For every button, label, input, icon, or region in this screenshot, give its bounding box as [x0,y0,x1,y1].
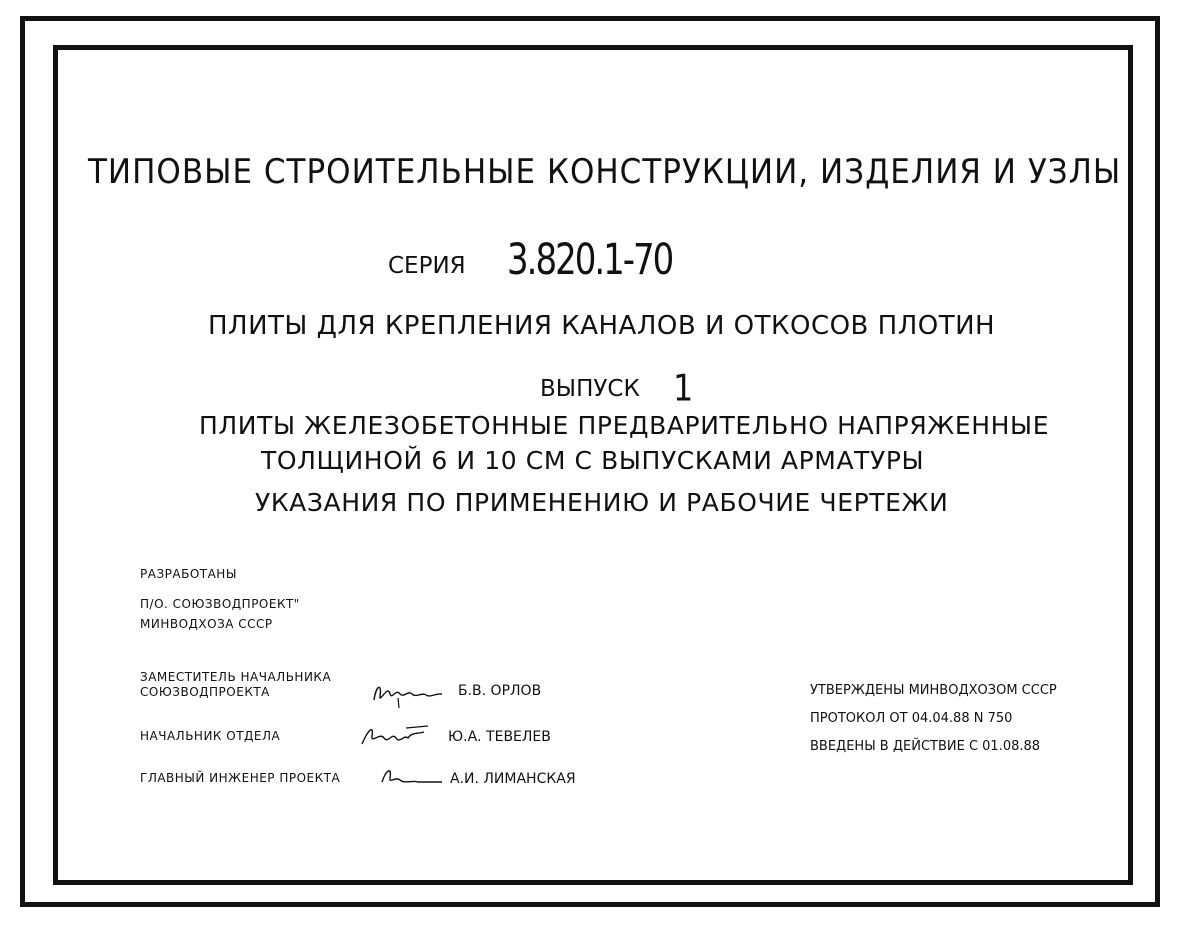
approval-text: УТВЕРЖДЕНЫ МИНВОДХОЗОМ СССР [810,683,1057,698]
dept-head-title: НАЧАЛЬНИК ОТДЕЛА [140,729,281,743]
deputy-name: Б.В. ОРЛОВ [458,683,542,699]
deputy-title-line-1: ЗАМЕСТИТЕЛЬ НАЧАЛЬНИКА [140,670,332,684]
introduced-text: ВВЕДЕНЫ В ДЕЙСТВИЕ С 01.08.88 [810,739,1041,754]
description-line-1: ПЛИТЫ ЖЕЛЕЗОБЕТОННЫЕ ПРЕДВАРИТЕЛЬНО НАПРЯЖЕННЫЕ [199,411,1050,440]
issue-label: ВЫПУСК [540,376,640,402]
description-line-2: ТОЛЩИНОЙ 6 И 10 СМ С ВЫПУСКАМИ АРМАТУРЫ [261,446,925,475]
developers-label: РАЗРАБОТАНЫ [140,567,237,581]
deputy-title-line-2: СОЮЗВОДПРОЕКТА [140,685,270,699]
chief-engineer-name: А.И. ЛИМАНСКАЯ [450,771,576,787]
description-line-3: УКАЗАНИЯ ПО ПРИМЕНЕНИЮ И РАБОЧИЕ ЧЕРТЕЖИ [255,488,949,517]
deputy-signature [368,676,453,712]
developers-org-line-1: П/О. СОЮЗВОДПРОЕКТ" [140,597,300,611]
issue-number: 1 [673,366,694,410]
dept-head-signature [358,720,438,752]
protocol-text: ПРОТОКОЛ ОТ 04.04.88 N 750 [810,711,1013,726]
chief-engineer-title: ГЛАВНЫЙ ИНЖЕНЕР ПРОЕКТА [140,771,341,785]
chief-engineer-signature [378,762,448,792]
subtitle: ПЛИТЫ ДЛЯ КРЕПЛЕНИЯ КАНАЛОВ И ОТКОСОВ ПЛОТИН [208,311,996,341]
series-label: СЕРИЯ [388,253,466,279]
developers-org-line-2: МИНВОДХОЗА СССР [140,617,273,631]
main-title: ТИПОВЫЕ СТРОИТЕЛЬНЫЕ КОНСТРУКЦИИ, ИЗДЕЛИЯ И УЗЛЫ [88,152,1122,192]
series-number: 3.820.1-70 [507,235,673,285]
dept-head-name: Ю.А. ТЕВЕЛЕВ [448,729,551,745]
